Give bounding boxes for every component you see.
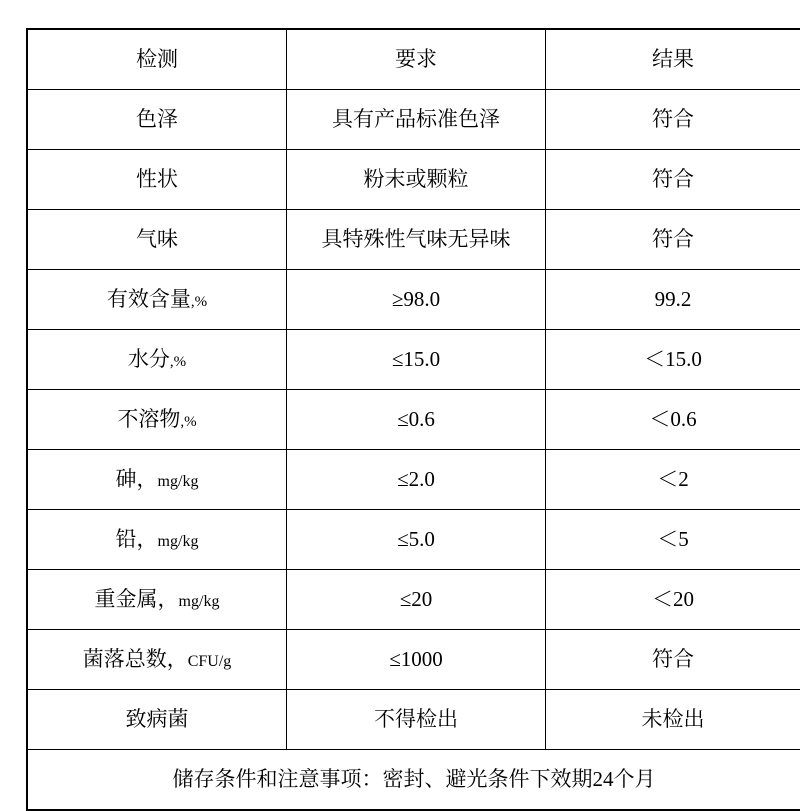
cell-requirement: 粉末或颗粒	[287, 150, 546, 210]
cell-requirement: ≥98.0	[287, 270, 546, 330]
table-row	[27, 390, 800, 450]
cell-result: ＜0.6	[546, 390, 800, 450]
table-footer-row	[27, 750, 800, 811]
cell-requirement: ≤1000	[287, 630, 546, 690]
table-header-row	[27, 29, 800, 90]
cell-requirement: 具特殊性气味无异味	[287, 210, 546, 270]
cell-result: 符合	[546, 90, 800, 150]
cell-item-label: 菌落总数，	[83, 647, 188, 671]
cell-requirement: 具有产品标准色泽	[287, 90, 546, 150]
table-row	[27, 330, 800, 390]
cell-result: 未检出	[546, 690, 800, 750]
cell-item	[27, 630, 287, 690]
cell-item-unit: ,%	[170, 354, 186, 370]
table-row	[27, 510, 800, 570]
cell-item	[27, 90, 287, 150]
cell-item	[27, 450, 287, 510]
cell-item	[27, 210, 287, 270]
storage-note: 储存条件和注意事项：密封、避光条件下效期24个月	[27, 750, 800, 811]
cell-result: ＜20	[546, 570, 800, 630]
column-header-requirement: 要求	[287, 29, 546, 90]
cell-item-label: 水分	[128, 347, 170, 371]
cell-result: ＜15.0	[546, 330, 800, 390]
cell-result: 符合	[546, 150, 800, 210]
table-row	[27, 210, 800, 270]
cell-item-unit: ,%	[191, 294, 207, 310]
cell-item-label: 重金属，	[95, 587, 179, 611]
cell-requirement: ≤0.6	[287, 390, 546, 450]
table-row	[27, 630, 800, 690]
cell-requirement: ≤15.0	[287, 330, 546, 390]
cell-requirement: ≤5.0	[287, 510, 546, 570]
cell-item	[27, 390, 287, 450]
cell-item	[27, 330, 287, 390]
table-body	[27, 29, 800, 810]
cell-item-label: 气味	[136, 227, 178, 251]
cell-item-unit: mg/kg	[179, 593, 220, 610]
cell-item-label: 色泽	[136, 107, 178, 131]
cell-result: ＜5	[546, 510, 800, 570]
table-row	[27, 450, 800, 510]
table-row	[27, 90, 800, 150]
cell-requirement: ≤20	[287, 570, 546, 630]
cell-item-label: 有效含量	[107, 287, 191, 311]
column-header-result: 结果	[546, 29, 800, 90]
cell-item-unit: mg/kg	[158, 533, 199, 550]
cell-result: 99.2	[546, 270, 800, 330]
cell-item	[27, 270, 287, 330]
table-row	[27, 570, 800, 630]
column-header-item: 检测	[27, 29, 287, 90]
cell-requirement: ≤2.0	[287, 450, 546, 510]
cell-item-unit: ,%	[180, 414, 196, 430]
cell-item	[27, 570, 287, 630]
cell-item-label: 砷，	[116, 467, 158, 491]
table-row	[27, 690, 800, 750]
cell-item-label: 不溶物	[117, 407, 180, 431]
cell-item	[27, 690, 287, 750]
cell-result: 符合	[546, 210, 800, 270]
cell-item	[27, 510, 287, 570]
cell-result: 符合	[546, 630, 800, 690]
cell-item-label: 性状	[136, 167, 178, 191]
cell-result: ＜2	[546, 450, 800, 510]
cell-item-unit: mg/kg	[158, 473, 199, 490]
specification-table	[26, 28, 800, 811]
table-row	[27, 270, 800, 330]
table-row	[27, 150, 800, 210]
cell-item-label: 致病菌	[126, 707, 189, 731]
cell-item	[27, 150, 287, 210]
cell-requirement: 不得检出	[287, 690, 546, 750]
cell-item-label: 铅，	[116, 527, 158, 551]
cell-item-unit: CFU/g	[188, 653, 232, 670]
